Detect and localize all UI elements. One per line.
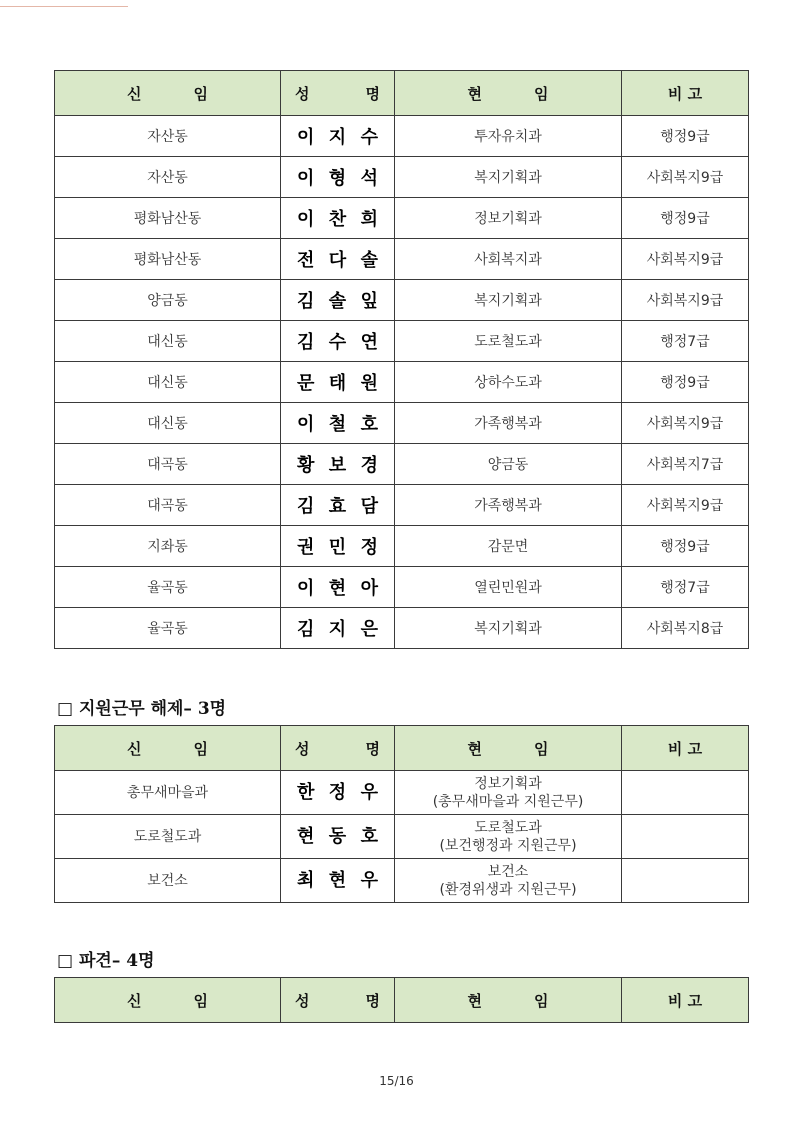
sinim-cell: 자산동 bbox=[55, 116, 281, 157]
support-release-table bbox=[54, 725, 749, 903]
bigo-cell: 사회복지9급 bbox=[622, 485, 749, 526]
sinim-cell: 대신동 bbox=[55, 321, 281, 362]
name-char: 동 bbox=[328, 825, 347, 847]
bigo-cell: 행정9급 bbox=[622, 198, 749, 239]
name-char: 김 bbox=[297, 496, 315, 517]
name-char: 경 bbox=[360, 455, 378, 476]
table-row bbox=[55, 403, 749, 444]
name-cell bbox=[281, 771, 395, 815]
sinim-cell: 대신동 bbox=[55, 362, 281, 403]
hyunim-line2: (총무새마을과 지원근무) bbox=[432, 793, 584, 810]
sinim-cell: 지좌동 bbox=[55, 526, 281, 567]
hyunim-cell bbox=[395, 859, 622, 903]
hyunim-line1: 정보기획과 bbox=[474, 775, 542, 792]
name-char: 호 bbox=[360, 825, 378, 847]
page-number: 15/16 bbox=[379, 1074, 414, 1088]
header-bigo: 비 고 bbox=[622, 726, 749, 771]
name-char: 이 bbox=[297, 414, 315, 435]
table-row bbox=[55, 859, 749, 903]
sinim-cell: 대곡동 bbox=[55, 444, 281, 485]
name-char: 지 bbox=[328, 127, 347, 148]
table-row bbox=[55, 526, 749, 567]
hyunim-cell: 복지기획과 bbox=[395, 608, 622, 649]
hyunim-cell: 정보기획과 bbox=[395, 198, 622, 239]
name-char: 연 bbox=[360, 332, 378, 353]
name-char: 이 bbox=[297, 578, 315, 599]
section-title-dispatch: □ 파견– 4명 bbox=[57, 951, 155, 971]
header-sinim: 신 임 bbox=[55, 726, 281, 771]
hyunim-cell: 도로철도과 bbox=[395, 321, 622, 362]
name-char: 솔 bbox=[360, 250, 378, 271]
name-char: 담 bbox=[360, 496, 378, 517]
name-cell bbox=[281, 444, 395, 485]
name-char: 전 bbox=[297, 250, 315, 271]
hyunim-cell: 상하수도과 bbox=[395, 362, 622, 403]
hyunim-line1: 도로철도과 bbox=[474, 819, 542, 836]
bigo-cell: 행정9급 bbox=[622, 116, 749, 157]
name-char: 효 bbox=[328, 496, 347, 517]
dispatch-table bbox=[54, 977, 749, 1023]
name-char: 김 bbox=[297, 291, 315, 312]
hyunim-cell: 열린민원과 bbox=[395, 567, 622, 608]
name-char: 솔 bbox=[328, 291, 347, 312]
name-char: 원 bbox=[360, 373, 378, 394]
bigo-cell: 행정7급 bbox=[622, 321, 749, 362]
table-row bbox=[55, 198, 749, 239]
name-char: 형 bbox=[328, 168, 347, 189]
name-cell bbox=[281, 485, 395, 526]
header-sinim: 신 임 bbox=[55, 71, 281, 116]
sinim-cell: 총무새마을과 bbox=[55, 771, 281, 815]
sinim-cell: 양금동 bbox=[55, 280, 281, 321]
hyunim-cell: 양금동 bbox=[395, 444, 622, 485]
bigo-cell: 사회복지7급 bbox=[622, 444, 749, 485]
name-cell bbox=[281, 239, 395, 280]
name-char: 한 bbox=[297, 781, 315, 803]
bigo-cell: 사회복지9급 bbox=[622, 239, 749, 280]
hyunim-cell bbox=[395, 771, 622, 815]
name-char: 찬 bbox=[328, 209, 347, 230]
name-char: 잎 bbox=[360, 291, 378, 312]
name-cell bbox=[281, 608, 395, 649]
hyunim-line1: 보건소 bbox=[487, 863, 529, 880]
name-char: 아 bbox=[360, 578, 378, 599]
table-row bbox=[55, 157, 749, 198]
name-char: 석 bbox=[360, 168, 378, 189]
table-header-row bbox=[55, 71, 749, 116]
table-row bbox=[55, 485, 749, 526]
name-cell bbox=[281, 526, 395, 567]
name-char: 수 bbox=[328, 332, 347, 353]
header-bigo: 비 고 bbox=[622, 978, 749, 1023]
name-char: 희 bbox=[360, 209, 378, 230]
table-row bbox=[55, 116, 749, 157]
hyunim-cell: 투자유치과 bbox=[395, 116, 622, 157]
name-cell bbox=[281, 198, 395, 239]
hyunim-cell: 가족행복과 bbox=[395, 403, 622, 444]
sinim-cell: 평화남산동 bbox=[55, 198, 281, 239]
name-char: 이 bbox=[297, 127, 315, 148]
name-char: 최 bbox=[297, 869, 315, 891]
sinim-cell: 율곡동 bbox=[55, 567, 281, 608]
section-title-support-release: □ 지원근무 해제– 3명 bbox=[57, 699, 227, 719]
name-cell bbox=[281, 321, 395, 362]
hyunim-cell: 감문면 bbox=[395, 526, 622, 567]
table-row bbox=[55, 444, 749, 485]
header-hyunim: 현 임 bbox=[395, 726, 622, 771]
sinim-cell: 보건소 bbox=[55, 859, 281, 903]
bigo-cell: 행정9급 bbox=[622, 526, 749, 567]
name-char: 은 bbox=[360, 619, 378, 640]
name-char: 보 bbox=[328, 455, 347, 476]
bigo-cell: 행정9급 bbox=[622, 362, 749, 403]
bigo-cell: 사회복지9급 bbox=[622, 157, 749, 198]
bigo-cell: 사회복지8급 bbox=[622, 608, 749, 649]
name-char: 김 bbox=[297, 332, 315, 353]
bigo-cell bbox=[622, 815, 749, 859]
hyunim-line2: (보건행정과 지원근무) bbox=[439, 837, 577, 854]
hyunim-cell: 가족행복과 bbox=[395, 485, 622, 526]
sinim-cell: 자산동 bbox=[55, 157, 281, 198]
name-char: 김 bbox=[297, 619, 315, 640]
name-char: 이 bbox=[297, 209, 315, 230]
name-cell bbox=[281, 403, 395, 444]
bigo-cell: 행정7급 bbox=[622, 567, 749, 608]
name-char: 정 bbox=[360, 537, 378, 558]
table-row bbox=[55, 771, 749, 815]
name-char: 현 bbox=[328, 869, 347, 891]
bigo-cell: 사회복지9급 bbox=[622, 403, 749, 444]
table-row bbox=[55, 321, 749, 362]
name-char: 현 bbox=[297, 825, 315, 847]
bigo-cell: 사회복지9급 bbox=[622, 280, 749, 321]
name-char: 황 bbox=[297, 455, 315, 476]
bigo-cell bbox=[622, 859, 749, 903]
name-cell bbox=[281, 815, 395, 859]
name-char: 지 bbox=[328, 619, 347, 640]
name-char: 이 bbox=[297, 168, 315, 189]
name-cell bbox=[281, 280, 395, 321]
name-char: 민 bbox=[328, 537, 347, 558]
name-char: 철 bbox=[328, 414, 347, 435]
header-hyunim: 현 임 bbox=[395, 71, 622, 116]
sinim-cell: 도로철도과 bbox=[55, 815, 281, 859]
header-accent-line bbox=[0, 6, 128, 7]
name-char: 문 bbox=[297, 373, 315, 394]
name-cell bbox=[281, 567, 395, 608]
name-char: 태 bbox=[328, 373, 347, 394]
table-row bbox=[55, 239, 749, 280]
header-bigo: 비 고 bbox=[622, 71, 749, 116]
header-name: 성 명 bbox=[281, 71, 395, 116]
hyunim-cell bbox=[395, 815, 622, 859]
name-char: 우 bbox=[360, 869, 378, 891]
name-char: 수 bbox=[360, 127, 378, 148]
name-char: 호 bbox=[360, 414, 378, 435]
hyunim-line2: (환경위생과 지원근무) bbox=[439, 881, 577, 898]
name-char: 권 bbox=[297, 537, 315, 558]
hyunim-cell: 복지기획과 bbox=[395, 280, 622, 321]
table-row bbox=[55, 567, 749, 608]
table-row bbox=[55, 362, 749, 403]
header-name: 성 명 bbox=[281, 726, 395, 771]
transfer-table bbox=[54, 70, 749, 649]
table-row bbox=[55, 280, 749, 321]
hyunim-cell: 사회복지과 bbox=[395, 239, 622, 280]
name-char: 우 bbox=[360, 781, 378, 803]
header-name: 성 명 bbox=[281, 978, 395, 1023]
name-cell bbox=[281, 116, 395, 157]
table-header-row bbox=[55, 978, 749, 1023]
sinim-cell: 대곡동 bbox=[55, 485, 281, 526]
name-cell bbox=[281, 157, 395, 198]
name-char: 다 bbox=[328, 250, 347, 271]
header-sinim: 신 임 bbox=[55, 978, 281, 1023]
sinim-cell: 대신동 bbox=[55, 403, 281, 444]
table-header-row bbox=[55, 726, 749, 771]
sinim-cell: 평화남산동 bbox=[55, 239, 281, 280]
header-hyunim: 현 임 bbox=[395, 978, 622, 1023]
table-row bbox=[55, 815, 749, 859]
sinim-cell: 율곡동 bbox=[55, 608, 281, 649]
name-cell bbox=[281, 859, 395, 903]
name-cell bbox=[281, 362, 395, 403]
name-char: 현 bbox=[328, 578, 347, 599]
bigo-cell bbox=[622, 771, 749, 815]
hyunim-cell: 복지기획과 bbox=[395, 157, 622, 198]
name-char: 정 bbox=[328, 781, 347, 803]
table-row bbox=[55, 608, 749, 649]
